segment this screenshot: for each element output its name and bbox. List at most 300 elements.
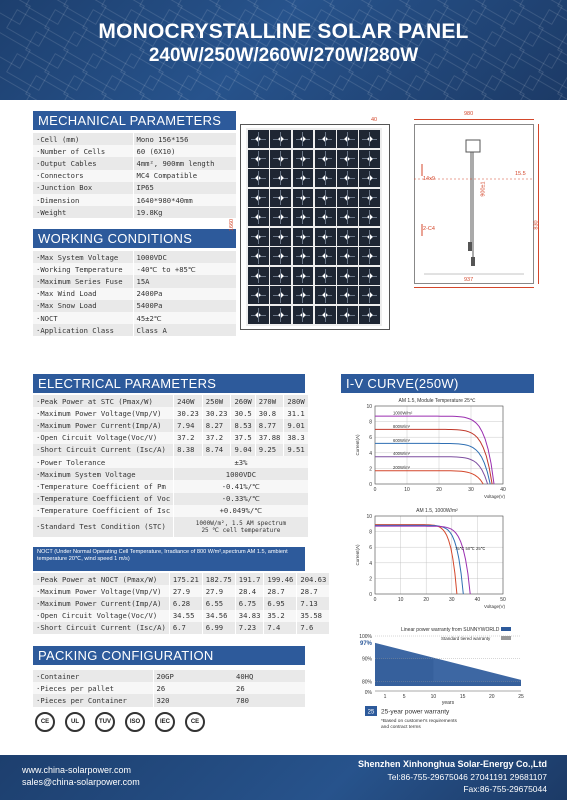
- row-label: ·Output Cables: [33, 157, 133, 169]
- x-tick-label: 20: [489, 694, 495, 700]
- solar-cell: [359, 228, 380, 246]
- warranty-footnote-1: *Based on customer's requirements: [381, 719, 457, 724]
- page-subtitle: 240W/250W/260W/270W/280W: [148, 45, 419, 66]
- row-value: 9.51: [284, 444, 308, 456]
- table-row: [33, 694, 305, 706]
- row-value: 8.27: [202, 419, 231, 431]
- x-tick-label: 0: [373, 597, 377, 603]
- row-label: ·Short Circuit Current (Isc/A): [33, 444, 174, 456]
- y-tick-label: 6: [369, 435, 372, 442]
- solar-cell: [270, 286, 291, 304]
- warranty-chart: [345, 622, 535, 740]
- table-row: [33, 395, 308, 407]
- column-header: 260W: [231, 395, 255, 407]
- page-footer: [0, 755, 567, 800]
- series-label: 800W/m²: [393, 423, 410, 429]
- x-tick-label: 1: [383, 694, 387, 700]
- table-row: [33, 407, 308, 419]
- row-value: 6.7: [169, 622, 202, 634]
- solar-cell: [270, 247, 291, 265]
- row-value: 4mm², 900mm length: [133, 157, 236, 169]
- solar-cell: [337, 286, 358, 304]
- y-highlight-label: 97%: [359, 640, 372, 647]
- solar-cell: [315, 228, 336, 246]
- solar-cell: [337, 247, 358, 265]
- warranty-footnote-2: and contract terms: [381, 725, 421, 730]
- solar-cell: [315, 286, 336, 304]
- solar-cell: [270, 267, 291, 285]
- y-tick-label: 6: [369, 545, 372, 552]
- row-value: 34.56: [202, 610, 235, 622]
- x-tick-label: 40: [474, 597, 481, 603]
- row-value: 37.2: [202, 432, 231, 444]
- solar-cell: [293, 130, 314, 148]
- x-tick-label: 10: [397, 597, 404, 603]
- row-value: 40HQ: [233, 670, 305, 682]
- solar-cell: [359, 130, 380, 148]
- panel-cell-grid: [246, 128, 382, 326]
- table-row: [33, 622, 330, 634]
- solar-cell: [293, 286, 314, 304]
- table-row: [33, 505, 308, 517]
- chart-title: AM 1.5, Module Temperature 25℃: [398, 398, 476, 404]
- solar-cell: [293, 150, 314, 168]
- cert-logo: [95, 712, 115, 732]
- solar-cell: [315, 247, 336, 265]
- solar-cell: [315, 150, 336, 168]
- dim-830: 830: [533, 220, 540, 230]
- row-label: ·Maximum Power Voltage(Vmp/V): [33, 407, 174, 419]
- page-title: MONOCRYSTALLINE SOLAR PANEL: [98, 20, 469, 43]
- packing-table: [33, 670, 305, 707]
- solar-cell: [337, 130, 358, 148]
- row-label: ·Max Snow Load: [33, 300, 133, 312]
- solar-cell: [293, 306, 314, 324]
- row-label: ·Temperature Coefficient of Voc: [33, 493, 174, 505]
- solar-cell: [293, 189, 314, 207]
- row-value: 19.8Kg: [133, 206, 236, 218]
- solar-cell: [248, 267, 269, 285]
- solar-cell: [359, 247, 380, 265]
- row-label: ·Cell (mm): [33, 133, 133, 145]
- x-tick-label: 20: [436, 487, 442, 493]
- y-tick-label: 4: [369, 560, 372, 567]
- y-axis-label: Current(A): [355, 544, 360, 566]
- x-tick-label: 50: [500, 597, 506, 603]
- row-value: 6.75: [235, 597, 264, 609]
- y-tick-label: 10: [366, 514, 372, 520]
- row-value: 780: [233, 694, 305, 706]
- row-label: ·Pieces per Container: [33, 694, 153, 706]
- row-value: 5400Pa: [133, 300, 236, 312]
- cert-logo: [35, 712, 55, 732]
- table-row: [33, 324, 236, 336]
- row-value: Class A: [133, 324, 236, 336]
- table-row: [33, 480, 308, 492]
- row-label: ·Maximum Power Voltage(Vmp/V): [33, 585, 169, 597]
- row-label: ·Container: [33, 670, 153, 682]
- row-value: 27.9: [202, 585, 235, 597]
- table-row: [33, 251, 236, 263]
- row-value: 28.7: [297, 585, 330, 597]
- row-value: 9.04: [231, 444, 255, 456]
- working-table: [33, 251, 236, 336]
- table-row: [33, 610, 330, 622]
- row-value: 60 (6X10): [133, 145, 236, 157]
- legend-tiered: Standard tiered warranty: [441, 636, 491, 641]
- row-value: MC4 Compatible: [133, 170, 236, 182]
- solar-cell: [337, 189, 358, 207]
- plot-frame: [375, 516, 503, 594]
- y-zero-label: 0%: [364, 690, 372, 696]
- row-label: ·Maximum System Voltage: [33, 468, 174, 480]
- solar-cell: [270, 228, 291, 246]
- row-label: ·Short Circuit Current (Isc/A): [33, 622, 169, 634]
- row-value: 8.53: [231, 419, 255, 431]
- table-row: [33, 456, 308, 468]
- cert-label: IEC: [159, 719, 170, 725]
- x-tick-label: 10: [404, 487, 410, 493]
- row-value: 320: [153, 694, 233, 706]
- row-value: 7.94: [174, 419, 203, 431]
- solar-cell: [270, 130, 291, 148]
- row-value: 6.95: [264, 597, 297, 609]
- solar-cell: [270, 208, 291, 226]
- row-value: 27.9: [169, 585, 202, 597]
- row-label: ·Temperature Coefficient of Isc: [33, 505, 174, 517]
- solar-cell: [293, 208, 314, 226]
- table-row: [33, 170, 236, 182]
- row-label: ·Maximum Power Current(Imp/A): [33, 597, 169, 609]
- row-label: ·Dimension: [33, 194, 133, 206]
- x-axis-label: Voltage(V): [483, 494, 505, 499]
- dim-900: 900±1: [480, 181, 487, 197]
- table-row: [33, 573, 330, 585]
- cert-label: CE: [40, 719, 50, 725]
- company-tel: Tel:86-755-29675046 27041191 29681107: [387, 772, 547, 782]
- certification-logos: [33, 712, 305, 738]
- solar-cell: [337, 150, 358, 168]
- row-value: 20GP: [153, 670, 233, 682]
- table-row: [33, 275, 236, 287]
- x-tick-label: 30: [468, 487, 474, 493]
- website-link[interactable]: www.china-solarpower.com: [22, 765, 132, 775]
- row-value: 8.77: [255, 419, 284, 431]
- solar-cell: [359, 169, 380, 187]
- solar-cell: [270, 150, 291, 168]
- table-row: [33, 182, 236, 194]
- solar-cell: [293, 247, 314, 265]
- row-value: 28.4: [235, 585, 264, 597]
- row-label: ·Application Class: [33, 324, 133, 336]
- solar-cell: [248, 169, 269, 187]
- cert-label: TUV: [99, 719, 111, 725]
- dim-depth: 40: [371, 117, 378, 123]
- solar-cell: [315, 267, 336, 285]
- iv-title: I-V CURVE(250W): [341, 374, 534, 393]
- row-value: 182.75: [202, 573, 235, 585]
- solar-cell: [248, 286, 269, 304]
- series-line: [375, 525, 463, 594]
- company-fax: Fax:86-755-29675044: [463, 784, 547, 794]
- mechanical-title: MECHANICAL PARAMETERS: [33, 111, 236, 130]
- row-label: ·Pieces per pallet: [33, 682, 153, 694]
- noct-table: [33, 573, 330, 634]
- row-label: ·Maximum Series Fuse: [33, 275, 133, 287]
- solar-cell: [337, 267, 358, 285]
- row-value: IP65: [133, 182, 236, 194]
- solar-cell: [248, 189, 269, 207]
- table-row: [33, 444, 308, 456]
- x-tick-label: 0: [373, 487, 377, 493]
- stc-value-2: 25 ℃ cell temperature: [201, 526, 281, 534]
- y-tick-label: 4: [369, 450, 372, 457]
- solar-cell: [248, 208, 269, 226]
- solar-cell: [359, 267, 380, 285]
- row-label: ·Power Tolerance: [33, 456, 174, 468]
- row-value: +0.049%/℃: [174, 505, 309, 517]
- table-row: [33, 206, 236, 218]
- x-tick-label: 10: [430, 694, 437, 700]
- table-row: [33, 288, 236, 300]
- y-tick-label: 2: [369, 576, 372, 583]
- y-tick-label: 100%: [359, 634, 372, 640]
- y-axis-label: Current(A): [355, 434, 360, 456]
- x-axis-label: years: [441, 700, 455, 706]
- solar-cell: [315, 306, 336, 324]
- table-row: [33, 585, 330, 597]
- working-title: WORKING CONDITIONS: [33, 229, 236, 248]
- row-label: ·Max System Voltage: [33, 251, 133, 263]
- cert-logo: [155, 712, 175, 732]
- y-tick-label: 8: [369, 529, 372, 536]
- row-value: 9.25: [255, 444, 284, 456]
- dim-height: 1660: [229, 218, 236, 232]
- row-value: 8.38: [174, 444, 203, 456]
- row-value: -0.41%/℃: [174, 480, 309, 492]
- y-tick-label: 8: [369, 419, 372, 426]
- series-label: 1000W/m²: [393, 410, 413, 416]
- table-row: [33, 157, 236, 169]
- solar-cell: [315, 130, 336, 148]
- x-tick-label: 40: [500, 487, 506, 493]
- x-axis-label: Voltage(V): [483, 604, 505, 609]
- row-value: 191.7: [235, 573, 264, 585]
- solar-cell: [248, 228, 269, 246]
- row-value: 26: [153, 682, 233, 694]
- solar-cell: [248, 306, 269, 324]
- row-value: 1640*980*40mm: [133, 194, 236, 206]
- row-label: ·Junction Box: [33, 182, 133, 194]
- row-value: ±3%: [174, 456, 309, 468]
- mechanical-table: [33, 133, 236, 218]
- y-tick-label: 90%: [361, 656, 372, 663]
- temperature-annotation: 75℃ 50℃ 25℃: [455, 546, 486, 551]
- solar-cell: [337, 228, 358, 246]
- table-row: [33, 145, 236, 157]
- row-value: [174, 517, 309, 537]
- row-label: ·NOCT: [33, 312, 133, 324]
- column-header: 250W: [202, 395, 231, 407]
- chart-title: AM 1.5, 1000W/m²: [416, 508, 458, 514]
- x-tick-label: 15: [459, 694, 466, 700]
- dim-line-bottom: [414, 287, 534, 288]
- company-name: Shenzhen Xinhonghua Solar-Energy Co.,Ltd: [357, 759, 547, 769]
- row-value: 30.5: [231, 407, 255, 419]
- solar-cell: [359, 208, 380, 226]
- cert-logo: [65, 712, 85, 732]
- column-header: 240W: [174, 395, 203, 407]
- solar-cell: [293, 228, 314, 246]
- row-value: 6.28: [169, 597, 202, 609]
- row-value: 26: [233, 682, 305, 694]
- solar-cell: [359, 286, 380, 304]
- table-row: [33, 194, 236, 206]
- solar-cell: [359, 150, 380, 168]
- row-value: 6.99: [202, 622, 235, 634]
- row-value: 28.7: [264, 585, 297, 597]
- table-row: [33, 493, 308, 505]
- linear-warranty-area: [375, 643, 521, 686]
- cert-logo: [125, 712, 145, 732]
- dim-14x9: 14x9: [423, 176, 435, 182]
- dim-line-right: [538, 124, 539, 284]
- solar-cell: [337, 306, 358, 324]
- row-label: ·Connectors: [33, 170, 133, 182]
- row-value: 34.83: [235, 610, 264, 622]
- row-value: 31.1: [284, 407, 308, 419]
- solar-cell: [315, 169, 336, 187]
- row-value: 1000VDC: [133, 251, 236, 263]
- row-value: 7.13: [297, 597, 330, 609]
- row-value: 1000VDC: [174, 468, 309, 480]
- solar-cell: [315, 208, 336, 226]
- row-value: 30.23: [202, 407, 231, 419]
- solar-cell: [293, 169, 314, 187]
- row-value: 38.3: [284, 432, 308, 444]
- table-row: [33, 597, 330, 609]
- series-label: 400W/m²: [393, 451, 410, 457]
- row-label: ·Working Temperature: [33, 263, 133, 275]
- row-value: 199.46: [264, 573, 297, 585]
- row-label: ·Peak Power at STC (Pmax/W): [33, 395, 174, 407]
- iv-chart-irradiance: [345, 396, 535, 502]
- series-line: [375, 443, 490, 484]
- table-row: [33, 133, 236, 145]
- dim-width-top: 980: [464, 111, 474, 117]
- series-label: 600W/m²: [393, 437, 410, 443]
- x-tick-label: 5: [402, 694, 406, 700]
- row-value: 175.21: [169, 573, 202, 585]
- table-row: [33, 468, 308, 480]
- electrical-title: ELECTRICAL PARAMETERS: [33, 374, 305, 393]
- table-row: [33, 682, 305, 694]
- row-value: 7.4: [264, 622, 297, 634]
- dim-15-5: 15.5: [515, 171, 526, 177]
- row-value: 45±2℃: [133, 312, 236, 324]
- x-tick-label: 30: [449, 597, 455, 603]
- solar-cell: [248, 130, 269, 148]
- solar-cell: [248, 150, 269, 168]
- row-label: ·Temperature Coefficient of Pm: [33, 480, 174, 492]
- iv-chart-temperature: [345, 506, 535, 614]
- noct-note: NOCT (Under Normal Operating Cell Temperature, Irradiance of 800 W/m²,spectrum AM 1.5, ambient temperature 20℃, wind speed 1 m/s): [33, 547, 305, 571]
- row-value: 30.23: [174, 407, 203, 419]
- row-label: ·Weight: [33, 206, 133, 218]
- page-header: [0, 0, 567, 100]
- row-label: ·Open Circuit Voltage(Voc/V): [33, 610, 169, 622]
- row-value: 204.63: [297, 573, 330, 585]
- y-tick-label: 80%: [361, 679, 372, 686]
- row-value: 37.5: [231, 432, 255, 444]
- row-value: 34.55: [169, 610, 202, 622]
- row-label: ·Max Wind Load: [33, 288, 133, 300]
- cert-label: ISO: [129, 719, 141, 725]
- y-tick-label: 2: [369, 466, 372, 473]
- row-value: 37.88: [255, 432, 284, 444]
- solar-cell: [248, 247, 269, 265]
- x-tick-label: 20: [423, 597, 429, 603]
- solar-cell: [315, 189, 336, 207]
- row-value: 7.23: [235, 622, 264, 634]
- email-link[interactable]: sales@china-solarpower.com: [22, 777, 140, 787]
- table-row: [33, 312, 236, 324]
- x-tick-label: 25: [518, 694, 524, 700]
- row-value: 2400Pa: [133, 288, 236, 300]
- row-value: 30.8: [255, 407, 284, 419]
- cert-label: CE: [190, 719, 200, 725]
- legend-swatch-linear: [501, 627, 511, 631]
- table-row: [33, 670, 305, 682]
- dim-2-c4: 2-C4: [423, 226, 435, 232]
- dim-937: 937: [464, 277, 474, 283]
- row-label: ·Standard Test Condition (STC): [33, 517, 174, 537]
- row-value: 6.55: [202, 597, 235, 609]
- warranty-badge-number: 25: [367, 709, 375, 716]
- row-label: ·Peak Power at NOCT (Pmax/W): [33, 573, 169, 585]
- row-value: 8.74: [202, 444, 231, 456]
- series-label: 200W/m²: [393, 465, 410, 471]
- series-line: [375, 525, 457, 594]
- row-value: -40℃ to +85℃: [133, 263, 236, 275]
- row-value: 35.2: [264, 610, 297, 622]
- junction-box-drawing: [414, 124, 534, 284]
- electrical-table: [33, 395, 309, 537]
- solar-cell: [270, 189, 291, 207]
- table-row: [33, 419, 308, 431]
- packing-title: PACKING CONFIGURATION: [33, 646, 305, 665]
- y-tick-label: 0: [369, 592, 372, 598]
- row-value: 35.58: [297, 610, 330, 622]
- solar-cell: [270, 169, 291, 187]
- stc-value-1: 1000W/m², 1.5 AM spectrum: [195, 519, 287, 527]
- cert-logo: [185, 712, 205, 732]
- row-value: Mono 156*156: [133, 133, 236, 145]
- column-header: 270W: [255, 395, 284, 407]
- warranty-badge-text: 25-year power warranty: [381, 708, 450, 716]
- series-line: [375, 471, 483, 484]
- legend-swatch-tiered: [501, 636, 511, 640]
- y-tick-label: 10: [366, 404, 372, 410]
- legend-linear: Linear power warranty from SUNNYWORLD: [401, 627, 500, 633]
- table-row: [33, 517, 308, 537]
- cert-label: UL: [71, 719, 79, 725]
- row-value: 15A: [133, 275, 236, 287]
- column-header: 280W: [284, 395, 308, 407]
- row-value: 7.6: [297, 622, 330, 634]
- row-label: ·Open Circuit Voltage(Voc/V): [33, 432, 174, 444]
- solar-cell: [359, 306, 380, 324]
